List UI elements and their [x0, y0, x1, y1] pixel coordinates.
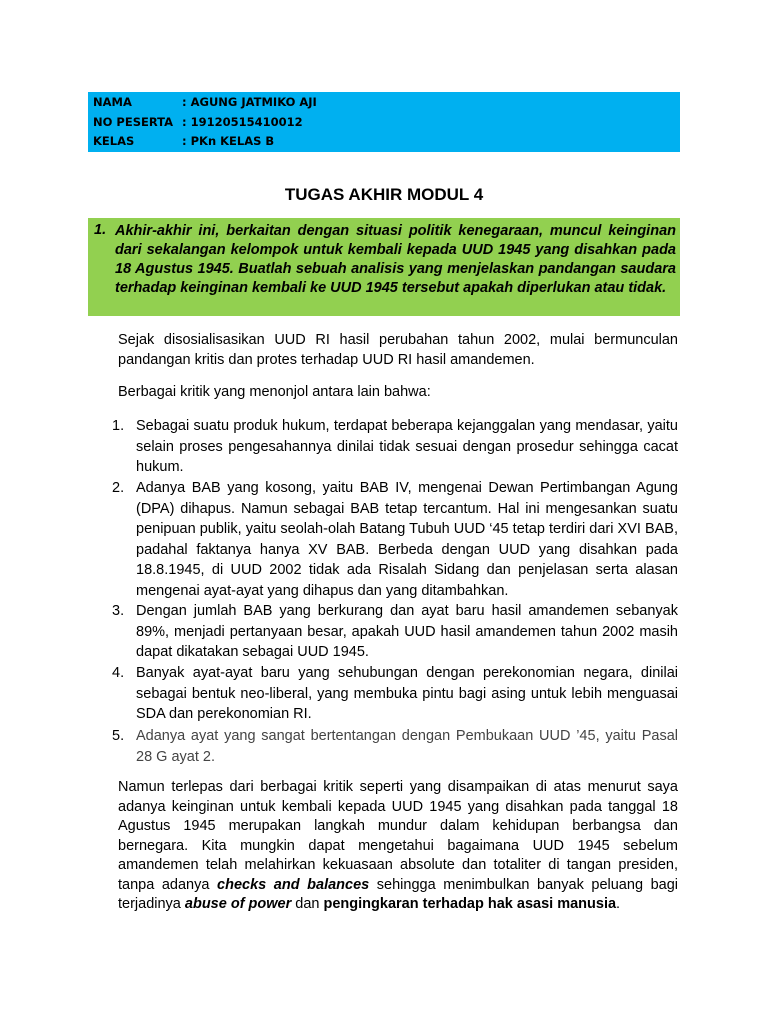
- checks-and-balances-emphasis: checks and balances: [217, 876, 370, 893]
- conclusion-text: sehingga menimbulkan banyak peluang bagi terjadinya: [118, 876, 679, 912]
- list-item-text: Adanya BAB yang kosong, yaitu BAB IV, mengenai Dewan Pertimbangan Agung (DPA) dihapus. Namun sebagai BAB tetap tercantum. Hal ini mengesankan suatu penipuan publik, yaitu seolah-olah Batang Tubuh UUD ‘45 tetap terdiri dari XVI BAB, padahal faktanya hanya XV BAB. Berbeda dengan UUD yang disahkan pada 18.8.1945, di UUD 2002 tidak ada Risalah Sidang dan penjelasan serta alasan mengenai ayat-ayat yang dihapus dan yang ditambahkan.: [136, 480, 678, 599]
- list-item-text: Sebagai suatu produk hukum, terdapat beberapa kejanggalan yang mendasar, yaitu selain proses pengesahannya dinilai tidak sesuai dengan prosedur sehingga cacat hukum.: [136, 418, 678, 475]
- participant-number-label: NO PESERTA: [93, 115, 174, 129]
- critics-lead: Berbagai kritik yang menonjol antara lain bahwa:: [118, 384, 431, 400]
- conclusion-text: Namun terlepas dari berbagai kritik seperti yang disampaikan di atas menurut saya adanya keinginan untuk kembali kepada UUD 1945 yang disahkan pada tanggal 18 Agustus 1945 merupakan langkah mundur dalam kehidupan berbangsa dan bernegara. Kita mungkin dapat mengetahui bagaimana UUD 1945 sebelum amandemen telah melahirkan kekuasaan absolute dan totaliter di tangan presiden, tanpa adanya: [118, 779, 678, 893]
- abuse-of-power-emphasis: abuse of power: [184, 896, 292, 912]
- conclusion-paragraph: [118, 778, 678, 915]
- question-text: Akhir-akhir ini, berkaitan dengan situasi politik kenegaraan, muncul keinginan dari sekalangan kelompok untuk kembali kepada UUD 1945 yang disahkan pada 18 Agustus 1945. Buatlah sebuah analisis yang menjelaskan pandangan saudara terhadap keinginan kembali ke UUD 1945 tersebut apakah diperlukan atau tidak.: [115, 223, 676, 296]
- question-number: 1.: [94, 222, 107, 238]
- list-item-text: Dengan jumlah BAB yang berkurang dan ayat baru hasil amandemen sebanyak 89%, menjadi pertanyaan besar, apakah UUD hasil amandemen tahun 2002 masih dapat dikatakan sebagai UUD 1945.: [136, 603, 678, 660]
- class-value: : PKn KELAS B: [182, 134, 275, 148]
- human-rights-emphasis: pengingkaran terhadap hak asasi manusia: [323, 896, 617, 912]
- participant-number-value: : 19120515410012: [182, 115, 303, 129]
- class-label: KELAS: [93, 134, 135, 148]
- list-item-text: Adanya ayat yang sangat bertentangan dengan Pembukaan UUD ’45, yaitu Pasal 28 G ayat 2.: [136, 728, 678, 765]
- conclusion-text: .: [616, 896, 621, 912]
- name-value: : AGUNG JATMIKO AJI: [182, 95, 317, 109]
- list-item-number: 5.: [112, 728, 125, 744]
- conclusion-text: dan: [291, 896, 324, 912]
- student-info-box: [88, 92, 680, 152]
- intro-paragraph: Sejak disosialisasikan UUD RI hasil perubahan tahun 2002, mulai bermunculan pandangan kritis dan protes terhadap UUD RI hasil amandemen.: [118, 332, 678, 368]
- question-box: [88, 218, 680, 316]
- list-item-text: Banyak ayat-ayat baru yang sehubungan dengan perekonomian negara, dinilai sebagai bentuk neo-liberal, yang membuka pintu bagi asing untuk lebih menguasai SDA dan perekonomian RI.: [136, 665, 678, 722]
- page-title: TUGAS AKHIR MODUL 4: [284, 185, 484, 204]
- list-item-number: 4.: [112, 665, 125, 681]
- list-item-number: 2.: [112, 480, 125, 496]
- list-item-number: 3.: [112, 603, 125, 619]
- list-item-number: 1.: [112, 418, 125, 434]
- name-label: NAMA: [93, 95, 132, 109]
